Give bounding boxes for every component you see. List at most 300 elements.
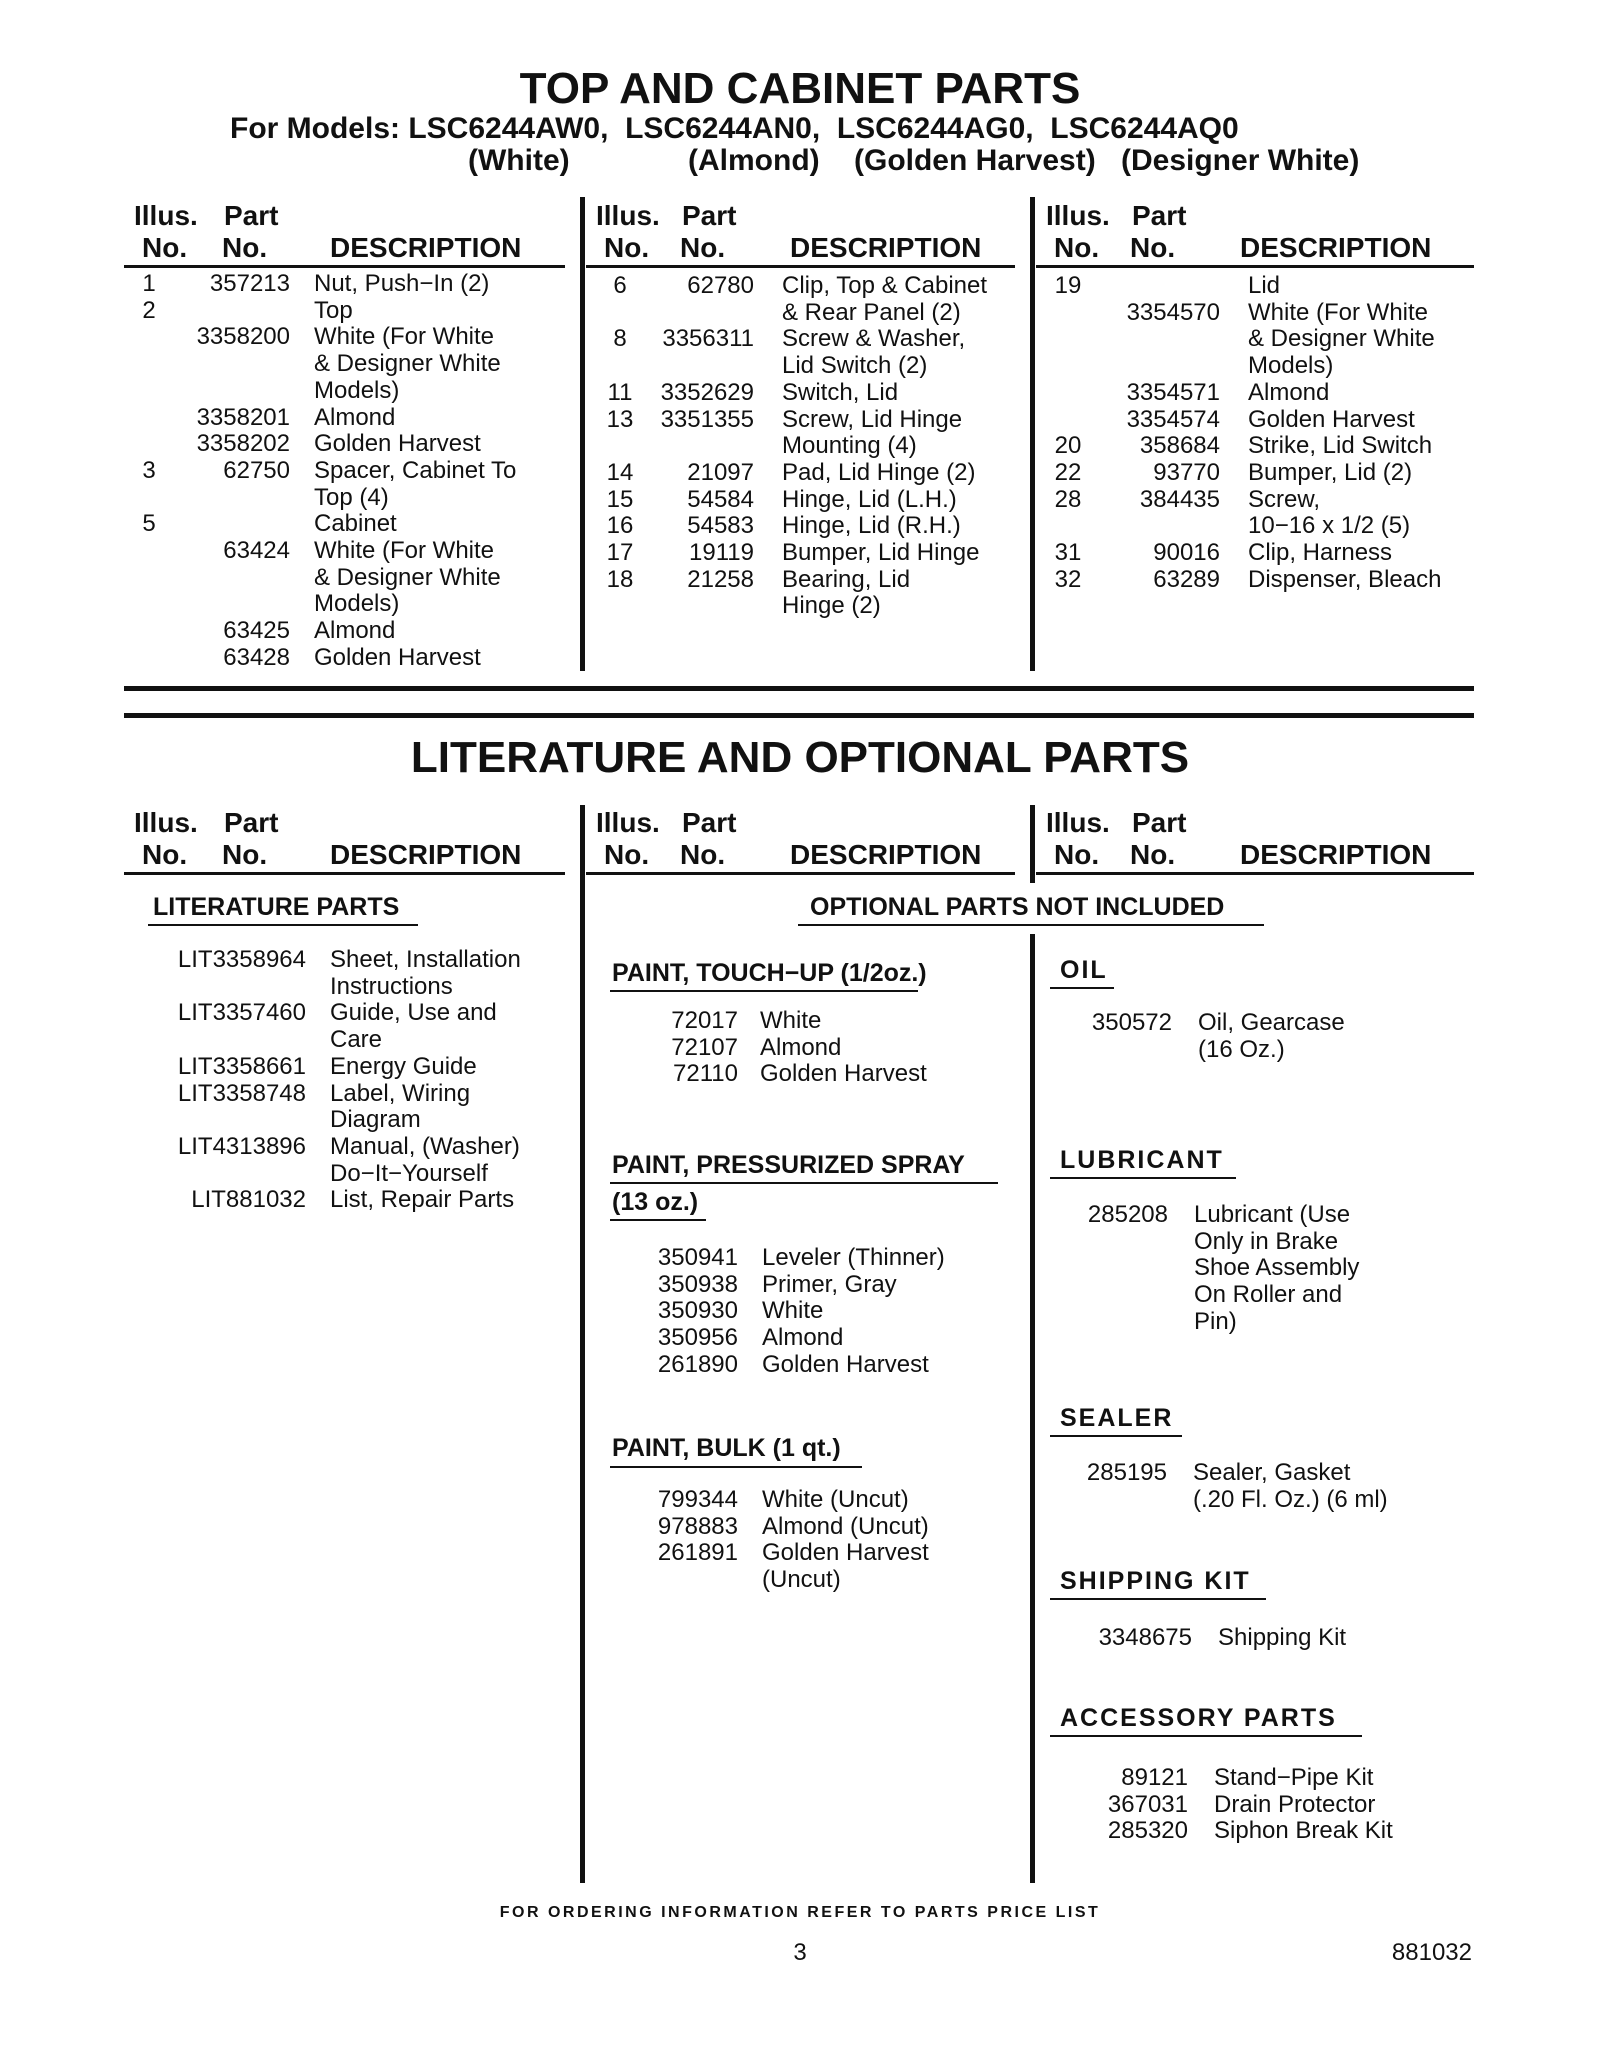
parts-column-3: [1046, 273, 1441, 593]
list-item: [658, 1035, 927, 1062]
part-description: Mounting (4): [782, 432, 917, 460]
part-description: Nut, Push−In (2): [314, 270, 490, 297]
part-description: Sealer, Gasket: [1193, 1459, 1351, 1486]
list-item: [652, 1325, 945, 1352]
part-number: 799344: [657, 1486, 738, 1513]
color-designer-white: (Designer White): [1121, 144, 1360, 177]
part-number: 90016: [1153, 539, 1220, 567]
part-number: 285195: [1086, 1459, 1167, 1486]
part-description: Pad, Lid Hinge (2): [782, 458, 976, 486]
part-description: & Designer White: [314, 563, 501, 591]
list-item: [1082, 1255, 1359, 1282]
part-number: 72110: [673, 1060, 738, 1088]
part-number: LIT3358964: [177, 946, 306, 973]
part-number: 350572: [1091, 1009, 1172, 1036]
column-divider: [1030, 805, 1035, 883]
part-description: Drain Protector: [1214, 1790, 1376, 1818]
part-description: Golden Harvest: [314, 643, 481, 671]
part-description: Bumper, Lid Hinge: [782, 539, 980, 567]
part-description: Golden Harvest: [762, 1539, 929, 1567]
header-illus-label: Illus.: [1046, 807, 1110, 838]
part-description: Diagram: [330, 1106, 421, 1134]
header-illus-label: Illus.: [1046, 200, 1110, 231]
part-number: 3354570: [1126, 298, 1220, 326]
part-number: 3348675: [1098, 1624, 1192, 1651]
illus-number: 32: [1054, 565, 1082, 593]
part-description: Screw, Lid Hinge: [782, 405, 963, 433]
parts-row: [1046, 487, 1441, 514]
parts-row: [134, 405, 516, 432]
part-description: Models): [314, 376, 400, 404]
part-number: 978883: [657, 1512, 738, 1540]
parts-row: [134, 511, 516, 538]
part-description: Almond (Uncut): [762, 1512, 929, 1540]
part-number: 62750: [223, 456, 290, 484]
part-description: List, Repair Parts: [330, 1186, 515, 1214]
document-number: 881032: [1391, 1939, 1472, 1966]
part-number: LIT3358748: [177, 1079, 306, 1107]
list-item: [1098, 1792, 1393, 1819]
heading-underline: [610, 990, 918, 992]
parts-row: [1046, 513, 1441, 540]
column-divider: [580, 197, 585, 671]
part-description: Golden Harvest: [762, 1350, 929, 1378]
parts-row: [598, 353, 987, 380]
header-description: DESCRIPTION: [330, 839, 522, 870]
list-item: [1082, 1202, 1359, 1229]
part-number: 367031: [1107, 1790, 1188, 1818]
parts-row: [598, 433, 987, 460]
parts-row: [598, 593, 987, 620]
accessory-parts-list: [1098, 1765, 1393, 1845]
list-item: [652, 1352, 945, 1379]
header-part-label: Part: [224, 807, 279, 838]
paint-spray-list: [652, 1245, 945, 1379]
parts-row: [134, 298, 516, 325]
accessory-parts-heading: ACCESSORY PARTS: [1060, 1704, 1337, 1732]
list-item: [166, 1000, 521, 1027]
header-part-no: No.: [680, 839, 726, 870]
list-item: [166, 1187, 521, 1214]
list-item: [652, 1567, 929, 1594]
part-description: Cabinet: [314, 510, 397, 538]
section-divider: [124, 686, 1474, 691]
list-item: [166, 974, 521, 1001]
illus-number: 28: [1054, 485, 1082, 513]
parts-row: [598, 300, 987, 327]
parts-row: [598, 513, 987, 540]
literature-parts-heading: LITERATURE PARTS: [153, 893, 400, 921]
header-illus-label: Illus.: [596, 200, 660, 231]
header-illus-no: No.: [142, 839, 188, 870]
list-item: [1098, 1765, 1393, 1792]
part-number: 3358201: [196, 403, 290, 431]
part-description: Almond: [314, 617, 396, 645]
paint-bulk-list: [652, 1487, 929, 1594]
illus-number: 16: [606, 512, 634, 540]
part-description: White: [762, 1297, 824, 1325]
shipping-kit-list: [1092, 1625, 1346, 1652]
section-divider: [124, 713, 1474, 718]
part-description: White (Uncut): [762, 1486, 909, 1513]
part-number: 384435: [1139, 485, 1220, 513]
lubricant-list: [1082, 1202, 1359, 1336]
list-item: [166, 1107, 521, 1134]
part-description: Shoe Assembly: [1194, 1254, 1360, 1282]
part-number: 3351355: [660, 405, 754, 433]
parts-row: [598, 326, 987, 353]
part-number: 350956: [657, 1324, 738, 1352]
part-description: Manual, (Washer): [330, 1132, 520, 1160]
part-description: Lid: [1248, 272, 1281, 299]
illus-number: 2: [142, 296, 156, 324]
part-description: Top: [314, 296, 353, 324]
header-description: DESCRIPTION: [790, 839, 982, 870]
header-part-no: No.: [1130, 232, 1176, 263]
part-description: (.20 Fl. Oz.) (6 ml): [1193, 1485, 1388, 1513]
part-description: Golden Harvest: [1248, 405, 1415, 433]
list-item: [652, 1540, 929, 1567]
heading-underline: [610, 1219, 706, 1221]
parts-row: [598, 460, 987, 487]
part-number: 72107: [671, 1033, 738, 1061]
heading-underline: [798, 924, 1264, 926]
color-almond: (Almond): [688, 144, 820, 177]
header-illus-no: No.: [142, 232, 188, 263]
part-description: Siphon Break Kit: [1214, 1817, 1393, 1845]
illus-number: 20: [1054, 432, 1082, 460]
illus-number: 11: [607, 378, 633, 406]
header-part-label: Part: [682, 807, 737, 838]
list-item: [652, 1514, 929, 1541]
part-description: White (For White: [314, 537, 495, 565]
part-number: 62780: [687, 272, 754, 299]
parts-row: [1046, 460, 1441, 487]
part-description: Hinge, Lid (R.H.): [782, 512, 961, 540]
part-description: Screw & Washer,: [782, 325, 966, 353]
part-number: 3354574: [1126, 405, 1220, 433]
part-description: Instructions: [330, 972, 453, 1000]
part-number: 63425: [223, 617, 290, 645]
heading-underline: [148, 924, 418, 926]
lubricant-heading: LUBRICANT: [1060, 1146, 1224, 1174]
page-number: 3: [793, 1939, 807, 1966]
illus-number: 19: [1054, 272, 1082, 299]
part-number: LIT3357460: [177, 999, 306, 1027]
list-item: [166, 1161, 521, 1188]
part-description: Pin): [1194, 1307, 1237, 1335]
header-underline: [1036, 872, 1474, 875]
oil-list: [1086, 1010, 1345, 1063]
part-number: 350938: [657, 1270, 738, 1298]
list-item: [1081, 1487, 1388, 1514]
column-divider: [1030, 197, 1035, 671]
parts-row: [598, 273, 987, 300]
header-illus-no: No.: [1054, 232, 1100, 263]
header-part-label: Part: [682, 200, 737, 231]
part-number: 93770: [1153, 458, 1220, 486]
section-title: LITERATURE AND OPTIONAL PARTS: [410, 733, 1190, 782]
list-item: [658, 1061, 927, 1088]
part-number: 72017: [671, 1007, 738, 1034]
column-divider: [1030, 934, 1035, 1883]
header-underline: [124, 265, 565, 268]
part-number: 358684: [1139, 432, 1220, 460]
part-number: 261891: [657, 1539, 738, 1567]
part-description: Do−It−Yourself: [330, 1159, 488, 1187]
part-description: Energy Guide: [330, 1052, 477, 1080]
parts-row: [134, 538, 516, 565]
header-part-no: No.: [680, 232, 726, 263]
part-number: LIT4313896: [177, 1132, 306, 1160]
parts-column-2: [598, 273, 987, 620]
illus-number: 6: [613, 272, 627, 299]
literature-parts-list: [166, 947, 521, 1214]
part-description: White (For White: [1248, 298, 1429, 326]
part-description: Strike, Lid Switch: [1248, 432, 1433, 460]
part-number: 54584: [687, 485, 754, 513]
parts-row: [598, 380, 987, 407]
illus-number: 1: [142, 270, 156, 297]
part-description: Models): [314, 590, 400, 618]
parts-row: [598, 407, 987, 434]
part-description: Switch, Lid: [782, 378, 899, 406]
part-number: 3358200: [196, 323, 290, 351]
parts-row: [134, 431, 516, 458]
illus-number: 8: [613, 325, 627, 353]
parts-row: [1046, 273, 1441, 300]
part-description: (16 Oz.): [1198, 1035, 1285, 1063]
part-description: White: [760, 1007, 822, 1034]
part-description: Leveler (Thinner): [762, 1244, 945, 1271]
part-number: 3356311: [662, 325, 754, 353]
header-description: DESCRIPTION: [1240, 839, 1432, 870]
illus-number: 15: [606, 485, 634, 513]
part-number: 350930: [657, 1297, 738, 1325]
paint-touchup-list: [658, 1008, 927, 1088]
list-item: [1098, 1818, 1393, 1845]
part-number: 54583: [687, 512, 754, 540]
models-line: For Models: LSC6244AW0, LSC6244AN0, LSC6244AG0, LSC6244AQ0: [230, 112, 1239, 145]
part-description: Almond: [760, 1033, 842, 1061]
header-illus-no: No.: [604, 232, 650, 263]
sealer-list: [1081, 1460, 1388, 1513]
part-number: 21258: [687, 565, 754, 593]
parts-row: [598, 487, 987, 514]
parts-row: [598, 567, 987, 594]
part-number: 63424: [223, 537, 290, 565]
header-underline: [586, 265, 1015, 268]
part-description: Stand−Pipe Kit: [1214, 1764, 1374, 1791]
illus-number: 18: [606, 565, 634, 593]
parts-row: [134, 271, 516, 298]
part-description: Lubricant (Use: [1194, 1201, 1351, 1228]
part-number: 63428: [223, 643, 290, 671]
parts-row: [1046, 567, 1441, 594]
list-item: [166, 1081, 521, 1108]
list-item: [166, 1134, 521, 1161]
part-description: & Rear Panel (2): [782, 298, 961, 326]
parts-row: [134, 351, 516, 378]
header-underline: [1036, 265, 1474, 268]
part-description: Screw,: [1248, 485, 1321, 513]
parts-row: [134, 324, 516, 351]
illus-number: 14: [606, 458, 634, 486]
part-number: 285320: [1107, 1817, 1188, 1845]
part-description: 10−16 x 1/2 (5): [1248, 512, 1411, 540]
heading-underline: [1050, 1735, 1362, 1737]
part-number: 350941: [657, 1244, 738, 1271]
paint-touchup-heading: PAINT, TOUCH−UP (1/2oz.): [612, 959, 927, 987]
list-item: [166, 1054, 521, 1081]
part-description: (Uncut): [762, 1566, 841, 1594]
list-item: [1086, 1010, 1345, 1037]
part-description: Only in Brake: [1194, 1227, 1339, 1255]
part-number: 89121: [1121, 1764, 1188, 1791]
header-description: DESCRIPTION: [790, 232, 982, 263]
part-number: LIT881032: [191, 1186, 306, 1214]
part-description: White (For White: [314, 323, 495, 351]
header-illus-no: No.: [1054, 839, 1100, 870]
list-item: [1081, 1460, 1388, 1487]
sealer-heading: SEALER: [1060, 1404, 1174, 1432]
part-number: 357213: [209, 270, 290, 297]
parts-row: [1046, 540, 1441, 567]
color-golden-harvest: (Golden Harvest): [854, 144, 1096, 177]
part-description: Oil, Gearcase: [1198, 1009, 1345, 1036]
paint-spray-heading-size: (13 oz.): [612, 1188, 699, 1216]
part-description: Almond: [762, 1324, 844, 1352]
parts-row: [1046, 433, 1441, 460]
list-item: [1086, 1037, 1345, 1064]
heading-underline: [1050, 987, 1114, 989]
parts-row: [598, 540, 987, 567]
part-number: 285208: [1087, 1201, 1168, 1228]
header-part-no: No.: [222, 839, 268, 870]
part-description: Primer, Gray: [762, 1270, 897, 1298]
header-description: DESCRIPTION: [1240, 232, 1432, 263]
list-item: [166, 1027, 521, 1054]
part-description: Bearing, Lid: [782, 565, 911, 593]
part-number: LIT3358661: [177, 1052, 306, 1080]
illus-number: 3: [142, 456, 156, 484]
part-description: Hinge, Lid (L.H.): [782, 485, 957, 513]
illus-number: 17: [606, 539, 634, 567]
header-part-label: Part: [224, 200, 279, 231]
list-item: [658, 1008, 927, 1035]
part-description: Spacer, Cabinet To: [314, 456, 517, 484]
parts-row: [1046, 407, 1441, 434]
list-item: [652, 1298, 945, 1325]
heading-underline: [1050, 1177, 1236, 1179]
part-description: Hinge (2): [782, 592, 881, 620]
heading-underline: [1050, 1598, 1266, 1600]
header-description: DESCRIPTION: [330, 232, 522, 263]
optional-parts-heading: OPTIONAL PARTS NOT INCLUDED: [810, 893, 1225, 921]
oil-heading: OIL: [1060, 956, 1108, 984]
parts-column-1: [134, 271, 516, 672]
part-description: Models): [1248, 352, 1334, 380]
parts-row: [1046, 300, 1441, 327]
illus-number: 31: [1054, 539, 1082, 567]
part-description: Golden Harvest: [314, 430, 481, 458]
parts-row: [134, 458, 516, 485]
header-part-no: No.: [222, 232, 268, 263]
part-number: 3358202: [196, 430, 290, 458]
parts-row: [1046, 326, 1441, 353]
header-underline: [124, 872, 565, 875]
part-number: 3352629: [660, 378, 754, 406]
part-description: Label, Wiring: [330, 1079, 471, 1107]
part-description: & Designer White: [1248, 325, 1435, 353]
list-item: [1092, 1625, 1346, 1652]
part-description: Bumper, Lid (2): [1248, 458, 1413, 486]
parts-row: [1046, 380, 1441, 407]
heading-underline: [610, 1182, 998, 1184]
paint-spray-heading: PAINT, PRESSURIZED SPRAY: [612, 1151, 965, 1179]
parts-row: [1046, 353, 1441, 380]
part-number: 21097: [687, 458, 754, 486]
paint-bulk-heading: PAINT, BULK (1 qt.): [612, 1434, 841, 1462]
illus-number: 22: [1054, 458, 1082, 486]
part-description: Guide, Use and: [330, 999, 497, 1027]
part-description: Lid Switch (2): [782, 352, 928, 380]
part-description: Almond: [1248, 378, 1330, 406]
header-illus-label: Illus.: [134, 200, 198, 231]
header-part-no: No.: [1130, 839, 1176, 870]
illus-number: 13: [606, 405, 634, 433]
part-number: 3354571: [1126, 378, 1220, 406]
part-description: & Designer White: [314, 350, 501, 378]
column-divider: [580, 805, 585, 1883]
part-description: On Roller and: [1194, 1281, 1343, 1309]
part-number: 19119: [689, 539, 754, 567]
color-white: (White): [468, 144, 570, 177]
list-item: [652, 1487, 929, 1514]
list-item: [1082, 1229, 1359, 1256]
header-illus-no: No.: [604, 839, 650, 870]
part-number: 261890: [657, 1350, 738, 1378]
header-underline: [586, 872, 1015, 875]
header-part-label: Part: [1132, 807, 1187, 838]
list-item: [1082, 1309, 1359, 1336]
part-description: Clip, Harness: [1248, 539, 1393, 567]
part-description: Care: [330, 1026, 383, 1054]
part-description: Clip, Top & Cabinet: [782, 272, 988, 299]
heading-underline: [1050, 1435, 1182, 1437]
page-title: TOP AND CABINET PARTS: [519, 64, 1081, 113]
parts-row: [134, 645, 516, 672]
part-description: Almond: [314, 403, 396, 431]
list-item: [652, 1272, 945, 1299]
list-item: [166, 947, 521, 974]
parts-row: [134, 565, 516, 592]
illus-number: 5: [142, 510, 156, 538]
shipping-kit-heading: SHIPPING KIT: [1060, 1567, 1251, 1595]
header-part-label: Part: [1132, 200, 1187, 231]
part-description: Golden Harvest: [760, 1060, 927, 1088]
list-item: [1082, 1282, 1359, 1309]
list-item: [652, 1245, 945, 1272]
part-description: Sheet, Installation: [330, 946, 521, 973]
parts-row: [134, 591, 516, 618]
part-description: Dispenser, Bleach: [1248, 565, 1442, 593]
part-number: 63289: [1153, 565, 1220, 593]
header-illus-label: Illus.: [596, 807, 660, 838]
part-description: Shipping Kit: [1218, 1624, 1347, 1651]
parts-row: [134, 618, 516, 645]
part-description: Top (4): [314, 483, 389, 511]
